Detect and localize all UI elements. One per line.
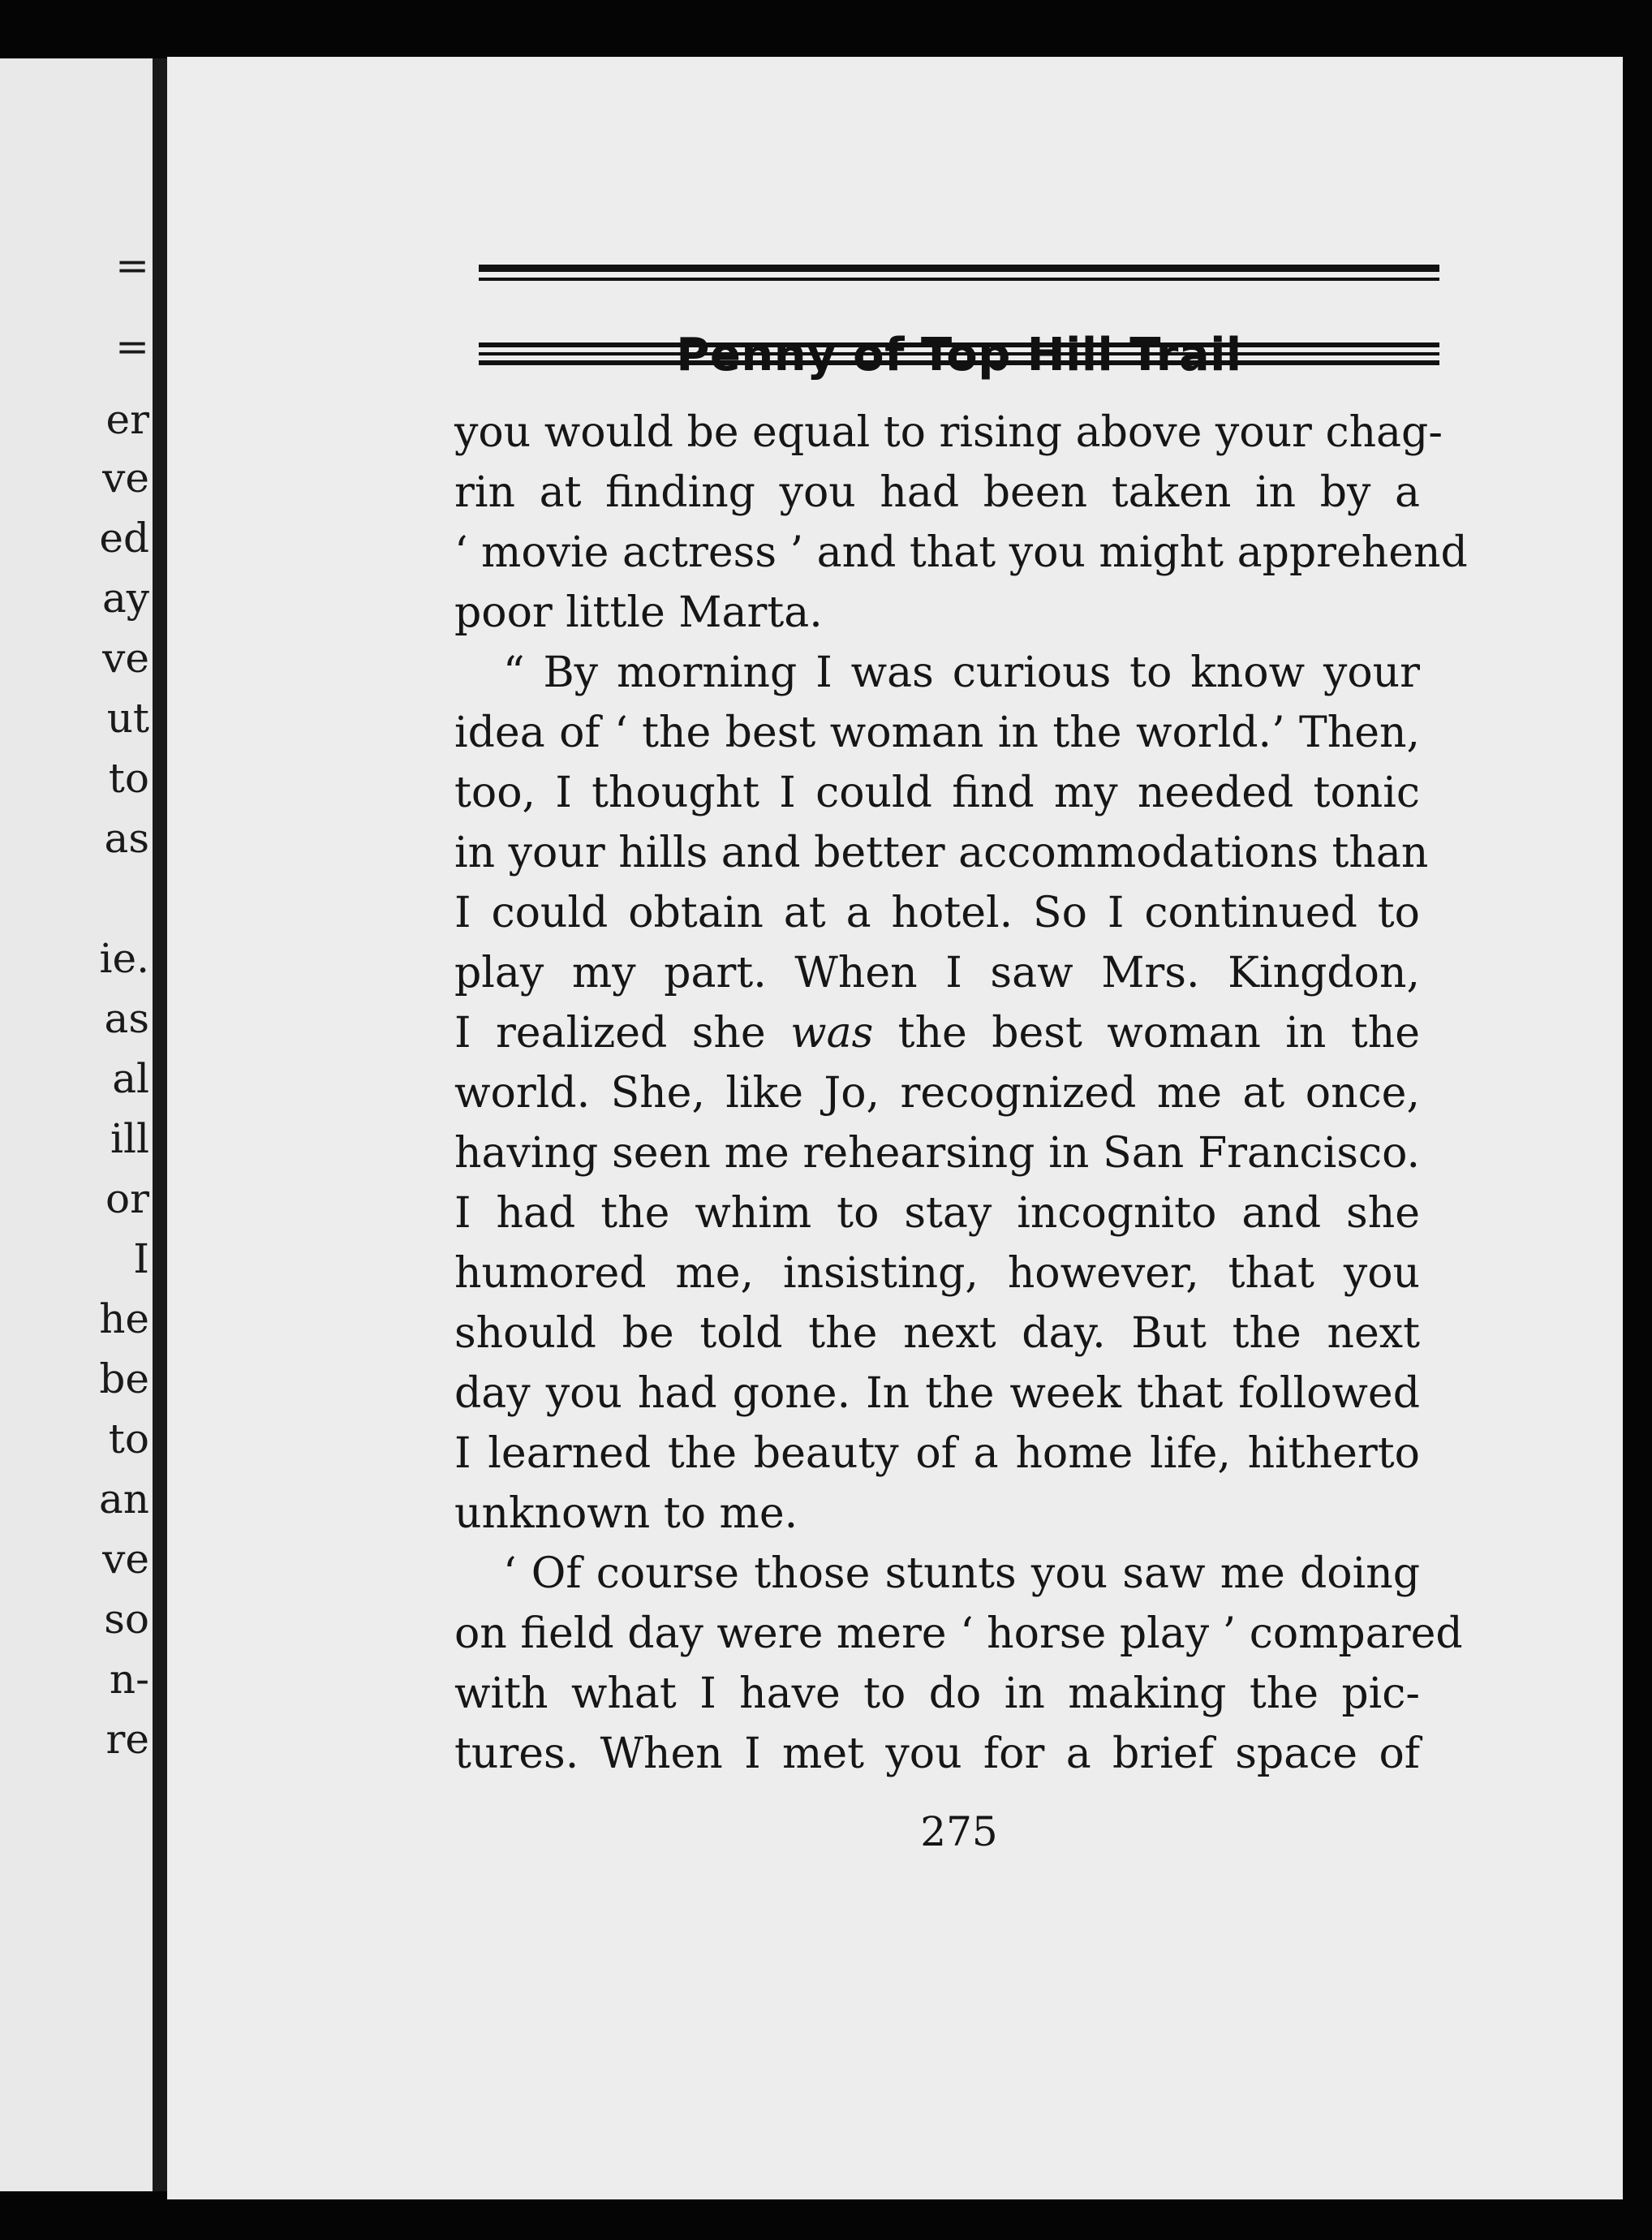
text-fragment: I realized she bbox=[454, 1009, 766, 1058]
left-page-line-end: ve bbox=[102, 1536, 149, 1583]
text-line: I learned the beauty of a home life, hitherto bbox=[454, 1429, 1420, 1478]
left-page-line-end: al bbox=[112, 1055, 149, 1102]
text-line: tures. When I met you for a brief space of bbox=[454, 1730, 1420, 1778]
text-line: I had the whim to stay incognito and she bbox=[454, 1189, 1420, 1238]
text-line: I could obtain at a hotel. So I continued to bbox=[454, 889, 1420, 937]
header-rule-under-1 bbox=[479, 342, 1439, 347]
text-fragment: the best woman in the bbox=[897, 1009, 1420, 1058]
left-page-line-end: an bbox=[98, 1475, 149, 1523]
text-line: poor little Marta. bbox=[454, 588, 823, 637]
left-page-line-end: ed bbox=[99, 515, 149, 562]
body-text bbox=[454, 403, 1468, 1784]
left-page-line-end: re bbox=[105, 1716, 149, 1763]
previous-page-fragment bbox=[0, 58, 154, 2191]
left-page-line-end: ie. bbox=[99, 935, 149, 982]
text-line: day you had gone. In the week that followed bbox=[454, 1369, 1420, 1418]
left-page-line-end: to bbox=[108, 755, 149, 802]
running-head bbox=[479, 333, 1439, 378]
text-line: world. She, like Jo, recognized me at once, bbox=[454, 1069, 1420, 1118]
text-line: “ By morning I was curious to know your bbox=[503, 648, 1420, 697]
header-rule-top-thin bbox=[479, 278, 1439, 281]
text-line: having seen me rehearsing in San Francisco. bbox=[454, 1129, 1420, 1178]
left-page-line-end: be bbox=[99, 1355, 149, 1402]
header-rule-under-2 bbox=[479, 352, 1439, 355]
text-line: too, I thought I could find my needed tonic bbox=[454, 769, 1420, 817]
text-line-with-emphasis bbox=[454, 1003, 1420, 1063]
left-page-line-end: er bbox=[105, 396, 149, 443]
text-line: rin at finding you had been taken in by a bbox=[454, 468, 1420, 517]
left-page-line-end: ay bbox=[101, 575, 149, 622]
text-line: with what I have to do in making the pic- bbox=[454, 1669, 1420, 1718]
header-rule-under-3 bbox=[479, 360, 1439, 365]
page-number: 275 bbox=[920, 1808, 998, 1855]
text-line: in your hills and better accommodations than bbox=[454, 829, 1429, 877]
text-line: ‘ Of course those stunts you saw me doing bbox=[503, 1549, 1420, 1598]
left-page-line-end: he bbox=[99, 1295, 149, 1342]
left-page-line-end: ill bbox=[110, 1115, 149, 1162]
left-page-line-end: or bbox=[105, 1175, 149, 1222]
left-page-line-end: as bbox=[104, 815, 149, 862]
text-line: should be told the next day. But the next bbox=[454, 1309, 1420, 1358]
left-page-line-end: ut bbox=[106, 695, 149, 742]
left-page-line-end: as bbox=[104, 995, 149, 1042]
left-page-line-end: I bbox=[133, 1235, 149, 1282]
left-page-line-end: so bbox=[104, 1596, 149, 1643]
left-page-rule-mark: = bbox=[115, 323, 149, 370]
emphasized-word: was bbox=[790, 1009, 874, 1058]
left-page-line-end: ve bbox=[102, 454, 149, 502]
text-line: you would be equal to rising above your chag- bbox=[454, 408, 1443, 457]
text-line: on field day were mere ‘ horse play ’ compared bbox=[454, 1609, 1463, 1658]
left-page-line-end: ve bbox=[102, 635, 149, 682]
text-line: idea of ‘ the best woman in the world.’ Then, bbox=[454, 709, 1420, 757]
text-line: play my part. When I saw Mrs. Kingdon, bbox=[454, 949, 1420, 997]
left-page-line-end: to bbox=[108, 1415, 149, 1462]
text-line: humored me, insisting, however, that you bbox=[454, 1249, 1420, 1298]
left-page-line-end: n- bbox=[109, 1656, 149, 1703]
left-page-rule-mark: = bbox=[115, 242, 149, 289]
header-rule-top-thick bbox=[479, 265, 1439, 272]
text-line: unknown to me. bbox=[454, 1489, 798, 1538]
text-line: ‘ movie actress ’ and that you might apprehend bbox=[454, 528, 1468, 577]
